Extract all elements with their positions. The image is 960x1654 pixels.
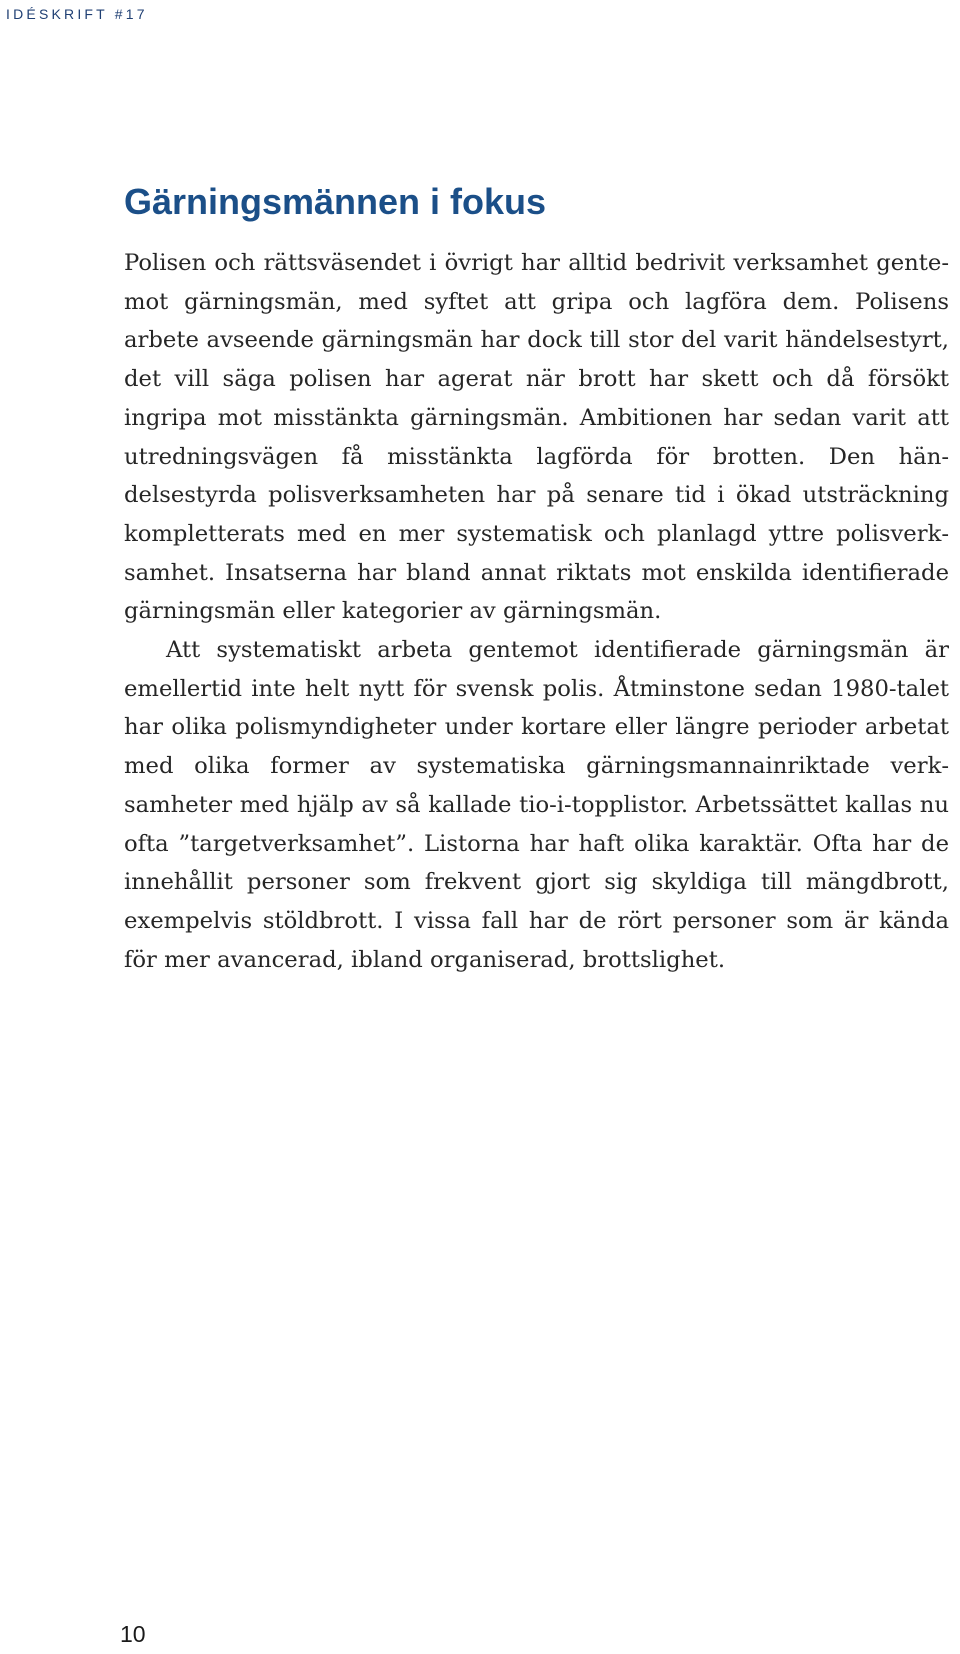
- paragraph-1: Polisen och rättsväsendet i övrigt har alltid bedrivit verksamhet gentemot gärningsmän, med syftet att gripa och lagföra dem. Polisens arbete avseende gärningsmän har dock till stor del varit händelsestyrt, det vill säga polisen har agerat när brott har skett och då försökt ingripa mot misstänkta gärningsmän. Ambitionen har sedan varit att utredningsvägen få misstänkta lagförda för brotten. Den händelsestyrda polisverksamheten har på senare tid i ökad utsträckning kompletterats med en mer systematisk och planlagd yttre polisverksamhet. Insatserna har bland annat riktats mot enskilda identifierade gärningsmän eller kategorier av gärningsmän.: [124, 250, 949, 625]
- paragraph-2: Att systematiskt arbeta gentemot identifierade gärningsmän är emellertid inte helt nytt för svensk polis. Åtminstone sedan 1980-talet har olika polismyndigheter under kortare eller längre perioder arbetat med olika former av systematiska gärningsmannainriktade verksamheter med hjälp av så kallade tio-i-topplistor. Arbetssättet kallas nu ofta ”targetverksamhet”. Listorna har haft olika karaktär. Ofta har de innehållit personer som frekvent gjort sig skyldiga till mängdbrott, exempelvis stöldbrott. I vissa fall har de rört personer som är kända för mer avancerad, ibland organiserad, brottslighet.: [124, 637, 949, 973]
- body-text: [124, 244, 949, 979]
- page-number: 10: [120, 1621, 146, 1647]
- section-title: Gärningsmännen i fokus: [124, 181, 547, 222]
- running-head: IDÉSKRIFT #17: [6, 6, 148, 22]
